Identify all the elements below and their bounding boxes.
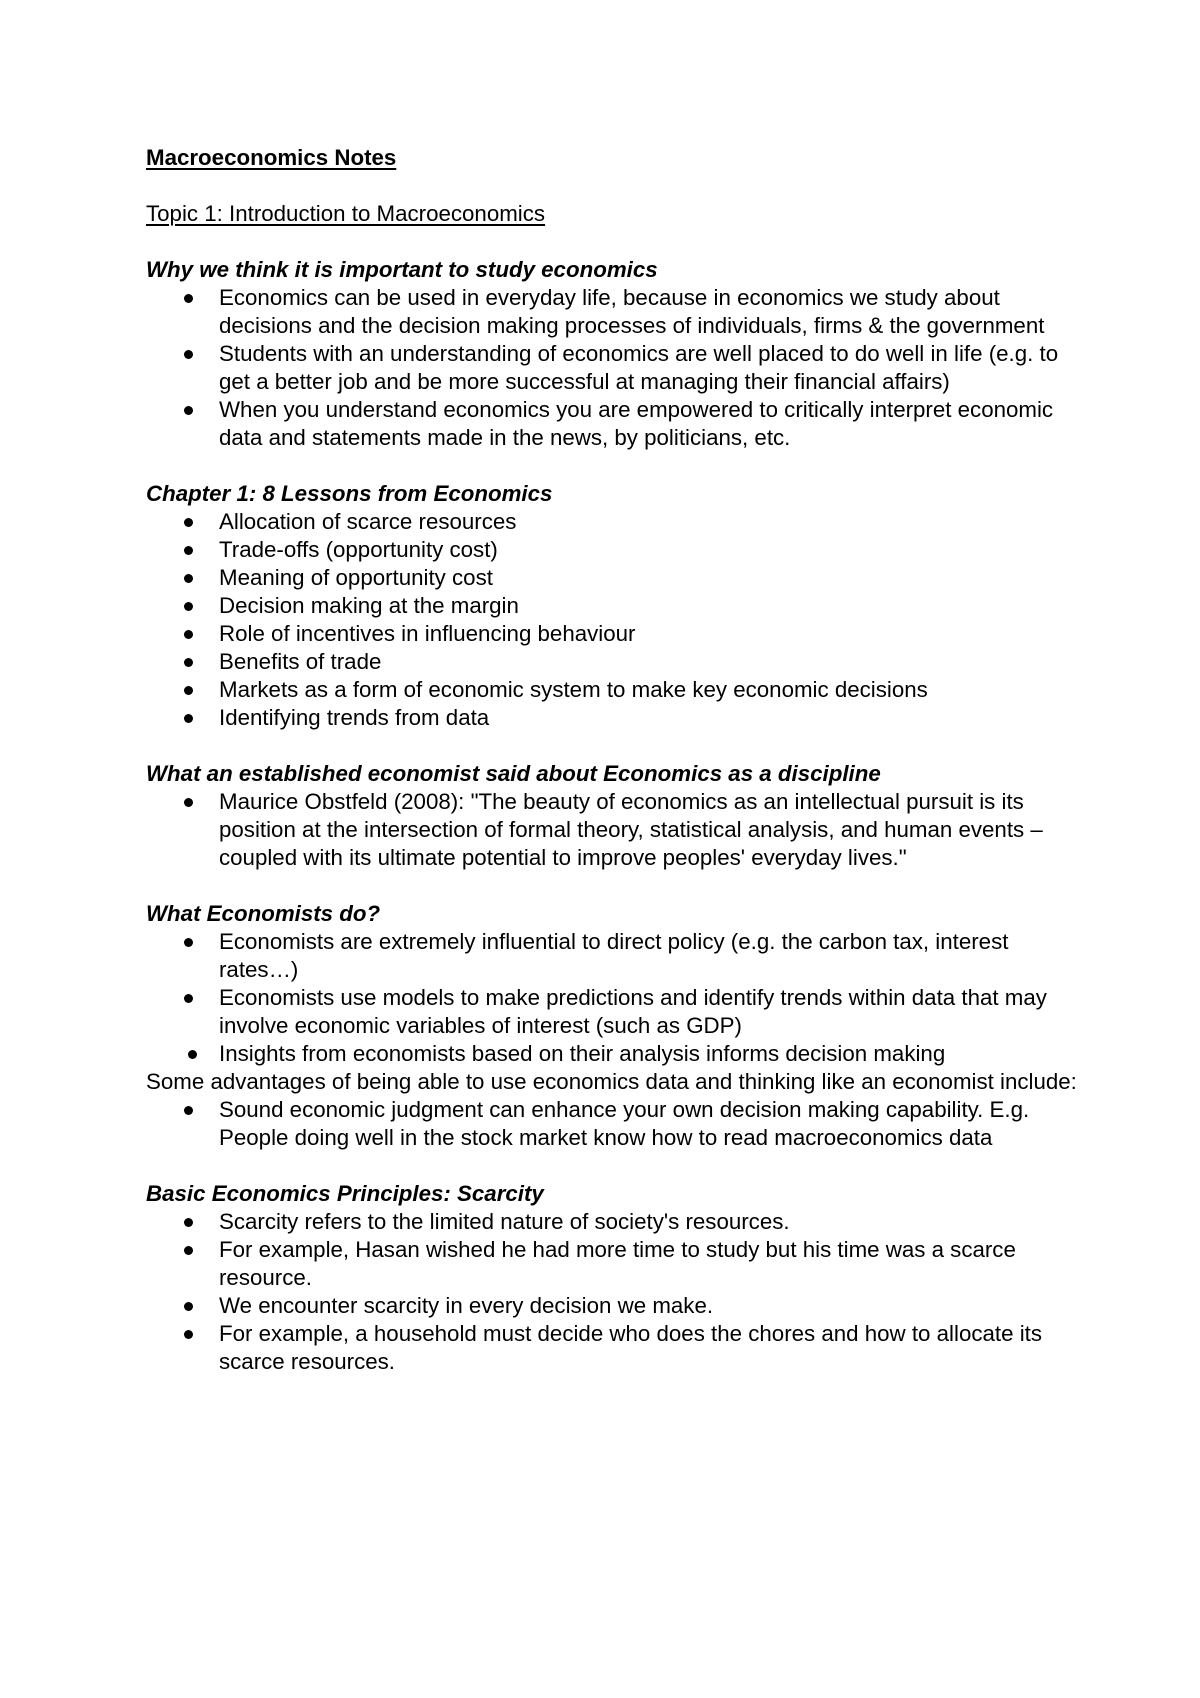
- bullet-icon: [184, 1218, 193, 1227]
- bullet-icon: [188, 1050, 197, 1059]
- bullet-icon: [184, 1302, 193, 1311]
- bullet-icon: [184, 994, 193, 1003]
- topic-title: Topic 1: Introduction to Macroeconomics: [146, 201, 546, 226]
- bullet-icon: [184, 714, 193, 723]
- list-item: Benefits of trade: [146, 648, 1086, 676]
- bullet-icon: [184, 546, 193, 555]
- bullet-icon: [184, 938, 193, 947]
- list-item: Sound economic judgment can enhance your own decision making capability. E.g. People doing well in the stock market know how to read macroeconomics data: [146, 1096, 1086, 1152]
- bullet-icon: [184, 1246, 193, 1255]
- bullet-icon: [184, 294, 193, 303]
- bullet-icon: [184, 350, 193, 359]
- document-page: [146, 144, 1086, 1376]
- list-item: Economics can be used in everyday life, because in economics we study about decisions and the decision making processes of individuals, firms & the government: [146, 284, 1086, 340]
- section-heading-importance: Why we think it is important to study economics: [146, 257, 658, 282]
- list-item: Scarcity refers to the limited nature of society's resources.: [146, 1208, 1086, 1236]
- bullet-icon: [184, 658, 193, 667]
- list-item: Maurice Obstfeld (2008): "The beauty of economics as an intellectual pursuit is its position at the intersection of formal theory, statistical analysis, and human events – coupled with its ultimate potential to improve peoples' everyday lives.": [146, 788, 1086, 872]
- list-item: For example, a household must decide who does the chores and how to allocate its scarce resources.: [146, 1320, 1086, 1376]
- section-heading-lessons: Chapter 1: 8 Lessons from Economics: [146, 481, 553, 506]
- paragraph-advantages: Some advantages of being able to use economics data and thinking like an economist include:: [146, 1069, 1077, 1094]
- list-item: Allocation of scarce resources: [146, 508, 1086, 536]
- bullet-icon: [184, 1330, 193, 1339]
- list-item: Decision making at the margin: [146, 592, 1086, 620]
- list-item: Identifying trends from data: [146, 704, 1086, 732]
- bullet-list-economists-do: [146, 928, 1086, 1068]
- bullet-icon: [184, 518, 193, 527]
- bullet-icon: [184, 602, 193, 611]
- bullet-list-importance: [146, 284, 1086, 452]
- bullet-icon: [184, 630, 193, 639]
- bullet-list-lessons: [146, 508, 1086, 732]
- bullet-icon: [184, 686, 193, 695]
- bullet-list-scarcity: [146, 1208, 1086, 1376]
- list-item: When you understand economics you are empowered to critically interpret economic data and statements made in the news, by politicians, etc.: [146, 396, 1086, 452]
- list-item: Economists are extremely influential to direct policy (e.g. the carbon tax, interest rates…): [146, 928, 1086, 984]
- section-heading-scarcity: Basic Economics Principles: Scarcity: [146, 1181, 544, 1206]
- list-item: Markets as a form of economic system to make key economic decisions: [146, 676, 1086, 704]
- list-item: Students with an understanding of economics are well placed to do well in life (e.g. to get a better job and be more successful at managing their financial affairs): [146, 340, 1086, 396]
- list-item: For example, Hasan wished he had more time to study but his time was a scarce resource.: [146, 1236, 1086, 1292]
- list-item: Meaning of opportunity cost: [146, 564, 1086, 592]
- section-heading-economists-do: What Economists do?: [146, 901, 381, 926]
- bullet-icon: [184, 574, 193, 583]
- document-title: Macroeconomics Notes: [146, 145, 397, 170]
- bullet-list-advantages: [146, 1096, 1086, 1152]
- list-item: Trade-offs (opportunity cost): [146, 536, 1086, 564]
- bullet-list-quote: [146, 788, 1086, 872]
- list-item: Economists use models to make predictions and identify trends within data that may involve economic variables of interest (such as GDP): [146, 984, 1086, 1040]
- bullet-icon: [184, 798, 193, 807]
- bullet-icon: [184, 1106, 193, 1115]
- list-item: Role of incentives in influencing behaviour: [146, 620, 1086, 648]
- section-heading-economist-quote: What an established economist said about Economics as a discipline: [146, 761, 881, 786]
- list-item: We encounter scarcity in every decision we make.: [146, 1292, 1086, 1320]
- list-item: Insights from economists based on their analysis informs decision making: [146, 1040, 1086, 1068]
- bullet-icon: [184, 406, 193, 415]
